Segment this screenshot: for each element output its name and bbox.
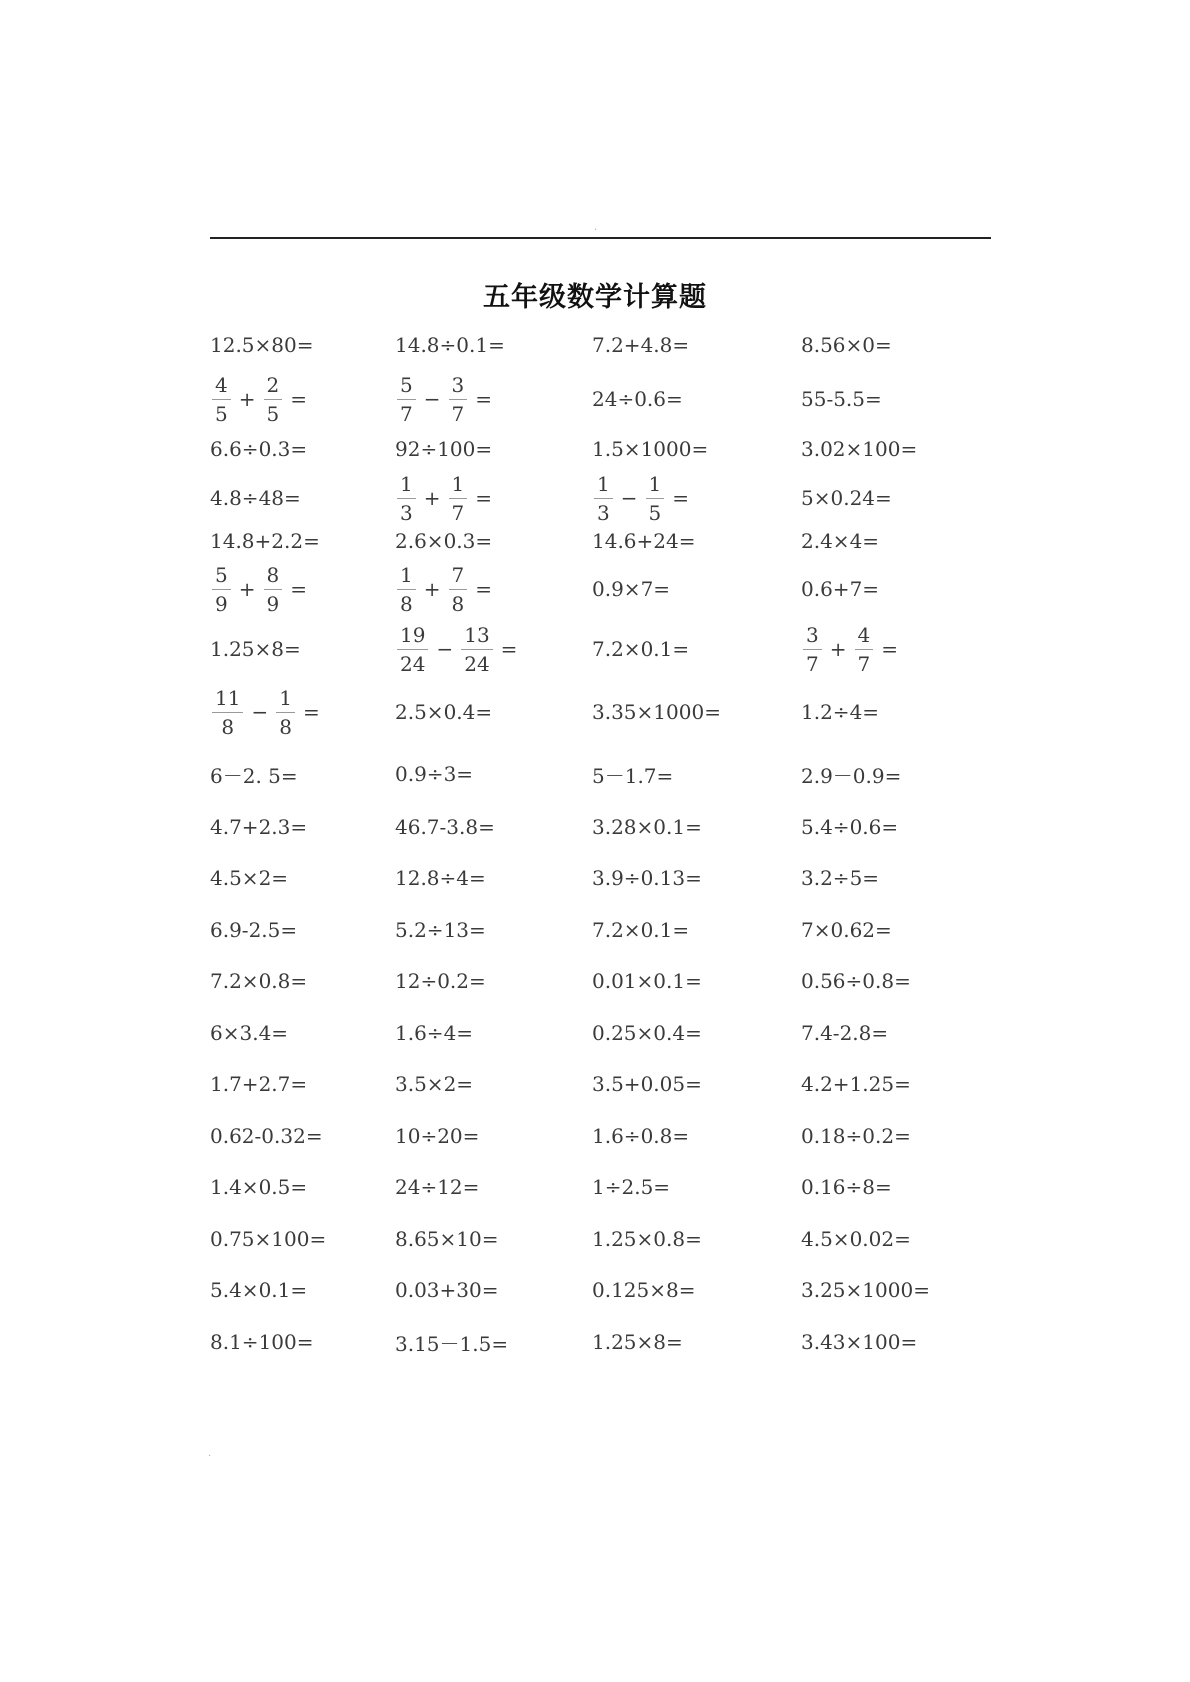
problem-row: [0, 808, 1190, 846]
math-problem: 7.4-2.8=: [801, 1021, 889, 1045]
math-problem: 0.01×0.1=: [592, 969, 702, 993]
math-problem: 24÷0.6=: [592, 387, 683, 411]
numerator: 5: [212, 565, 231, 590]
denominator: 3: [400, 500, 413, 525]
math-problem: [395, 620, 523, 678]
numerator: 19: [397, 625, 428, 650]
scan-mark-top: .: [594, 222, 598, 233]
numerator: 3: [449, 375, 468, 400]
equals-sign: =: [881, 637, 898, 661]
problem-row: [0, 755, 1190, 793]
math-problem: 6×3.4=: [210, 1021, 289, 1045]
operator: +: [829, 637, 847, 661]
math-problem: 0.25×0.4=: [592, 1021, 702, 1045]
denominator: 8: [221, 714, 235, 739]
math-problem: [592, 470, 695, 526]
numerator: 1: [397, 474, 416, 499]
math-problem: 1.4×0.5=: [210, 1175, 308, 1199]
problem-row: [0, 962, 1190, 1000]
math-problem: [801, 620, 904, 678]
math-problem: 3.2÷5=: [801, 866, 880, 890]
math-problem: 0.03+30=: [395, 1278, 499, 1302]
math-problem: [210, 370, 313, 428]
math-problem: 7.2×0.1=: [592, 918, 690, 942]
problem-row: [0, 911, 1190, 949]
fraction: [397, 471, 416, 525]
math-problem: 3.5+0.05=: [592, 1072, 702, 1096]
equals-sign: =: [290, 387, 307, 411]
numerator: 2: [264, 375, 283, 400]
math-problem: 4.5×2=: [210, 866, 289, 890]
math-problem: 3.25×1000=: [801, 1278, 930, 1302]
math-problem: [210, 560, 313, 618]
numerator: 7: [449, 565, 468, 590]
math-problem: 4.7+2.3=: [210, 815, 308, 839]
math-problem: [395, 560, 498, 618]
problem-row: [0, 325, 1190, 365]
math-problem: 92÷100=: [395, 437, 493, 461]
math-problem: 3.9÷0.13=: [592, 866, 702, 890]
math-problem: 24÷12=: [395, 1175, 480, 1199]
math-problem: 5×0.24=: [801, 486, 892, 510]
math-problem: 8.65×10=: [395, 1227, 499, 1251]
operator: −: [423, 387, 441, 411]
math-problem: 5.4×0.1=: [210, 1278, 308, 1302]
math-problem: 1.6÷4=: [395, 1021, 474, 1045]
denominator: 5: [215, 401, 228, 426]
denominator: 24: [400, 651, 426, 676]
math-problem: 6－2. 5=: [210, 763, 298, 788]
problem-row: [0, 683, 1190, 741]
denominator: 8: [451, 591, 465, 616]
math-problem: 0.9÷3=: [395, 762, 474, 786]
math-problem: 6.6÷0.3=: [210, 437, 308, 461]
numerator: 1: [594, 474, 613, 499]
numerator: 1: [397, 565, 416, 590]
denominator: 5: [648, 500, 662, 525]
fraction: [397, 562, 416, 616]
math-problem: 7.2×0.8=: [210, 969, 308, 993]
fraction: [397, 622, 428, 676]
math-problem: 14.6+24=: [592, 529, 696, 553]
operator: +: [238, 577, 256, 601]
math-problem: 12.5×80=: [210, 333, 314, 357]
fraction: [449, 562, 468, 616]
numerator: 1: [276, 688, 295, 713]
problem-row: [0, 620, 1190, 678]
math-problem: 0.6+7=: [801, 577, 880, 601]
math-problem: [395, 470, 498, 526]
math-problem: 12.8÷4=: [395, 866, 486, 890]
equals-sign: =: [475, 387, 492, 411]
numerator: 11: [212, 688, 243, 713]
operator: −: [251, 700, 269, 724]
scan-mark-bottom: .: [208, 1448, 212, 1459]
operator: +: [423, 577, 441, 601]
denominator: 8: [279, 714, 292, 739]
problem-row: [0, 1065, 1190, 1103]
problem-row: [0, 522, 1190, 560]
problem-row: [0, 1168, 1190, 1206]
denominator: 8: [400, 591, 413, 616]
fraction: [449, 471, 468, 525]
fraction: [276, 685, 295, 739]
math-problem: 7.2+4.8=: [592, 333, 690, 357]
math-problem: 0.16÷8=: [801, 1175, 892, 1199]
math-problem: 1÷2.5=: [592, 1175, 671, 1199]
denominator: 7: [451, 401, 465, 426]
math-problem: 10÷20=: [395, 1124, 480, 1148]
denominator: 24: [464, 651, 490, 676]
math-problem: 14.8÷0.1=: [395, 333, 505, 357]
problem-row: [0, 560, 1190, 618]
fraction: [212, 372, 231, 426]
math-problem: 12÷0.2=: [395, 969, 486, 993]
math-problem: 5.2÷13=: [395, 918, 486, 942]
fraction: [212, 562, 231, 616]
math-problem: 14.8+2.2=: [210, 529, 320, 553]
fraction: [461, 622, 492, 676]
fraction: [594, 471, 613, 525]
math-problem: 1.5×1000=: [592, 437, 709, 461]
math-problem: 3.02×100=: [801, 437, 918, 461]
math-problem: 0.9×7=: [592, 577, 671, 601]
equals-sign: =: [290, 577, 307, 601]
denominator: 7: [451, 500, 465, 525]
fraction: [855, 622, 874, 676]
equals-sign: =: [475, 486, 492, 510]
numerator: 13: [461, 625, 492, 650]
problem-row: [0, 1220, 1190, 1258]
denominator: 7: [806, 651, 819, 676]
math-problem: 2.6×0.3=: [395, 529, 493, 553]
denominator: 9: [215, 591, 228, 616]
math-problem: 0.75×100=: [210, 1227, 327, 1251]
denominator: 5: [266, 401, 280, 426]
operator: −: [436, 637, 454, 661]
page-title: 五年级数学计算题: [483, 282, 707, 313]
equals-sign: =: [672, 486, 689, 510]
numerator: 3: [803, 625, 822, 650]
equals-sign: =: [475, 577, 492, 601]
math-problem: 46.7-3.8=: [395, 815, 495, 839]
math-problem: 3.15－1.5=: [395, 1331, 509, 1356]
equals-sign: =: [302, 700, 320, 724]
fraction: [212, 685, 243, 739]
fraction: [449, 372, 468, 426]
math-problem: 1.25×8=: [210, 637, 301, 661]
problem-row: [0, 370, 1190, 428]
math-problem: 1.2÷4=: [801, 700, 880, 724]
math-problem: 2.9－0.9=: [801, 763, 902, 788]
problem-row: [0, 1323, 1190, 1361]
math-problem: 0.62-0.32=: [210, 1124, 323, 1148]
math-problem: 2.5×0.4=: [395, 700, 493, 724]
math-problem: 0.18÷0.2=: [801, 1124, 911, 1148]
math-problem: 3.35×1000=: [592, 700, 721, 724]
math-problem: 4.8÷48=: [210, 486, 301, 510]
math-problem: 5－1.7=: [592, 763, 674, 788]
operator: −: [620, 486, 638, 510]
operator: +: [423, 486, 441, 510]
denominator: 3: [597, 500, 610, 525]
problem-row: [0, 1271, 1190, 1309]
math-problem: 55-5.5=: [801, 387, 882, 411]
math-problem: 1.7+2.7=: [210, 1072, 308, 1096]
operator: +: [238, 387, 256, 411]
math-problem: 6.9-2.5=: [210, 918, 298, 942]
math-problem: [210, 683, 326, 741]
math-problem: 0.125×8=: [592, 1278, 696, 1302]
math-problem: 4.5×0.02=: [801, 1227, 911, 1251]
math-problem: [395, 370, 498, 428]
math-problem: 3.28×0.1=: [592, 815, 702, 839]
equals-sign: =: [500, 637, 518, 661]
numerator: 8: [264, 565, 283, 590]
math-problem: 2.4×4=: [801, 529, 880, 553]
denominator: 7: [400, 401, 413, 426]
problem-row: [0, 1117, 1190, 1155]
math-problem: 7×0.62=: [801, 918, 892, 942]
problem-row: [0, 1014, 1190, 1052]
math-problem: 4.2+1.25=: [801, 1072, 911, 1096]
math-problem: 7.2×0.1=: [592, 637, 690, 661]
math-problem: 3.5×2=: [395, 1072, 474, 1096]
fraction: [646, 471, 665, 525]
numerator: 5: [397, 375, 416, 400]
math-problem: 0.56÷0.8=: [801, 969, 911, 993]
math-problem: 3.43×100=: [801, 1330, 918, 1354]
denominator: 7: [857, 651, 871, 676]
problem-row: [0, 859, 1190, 897]
numerator: 1: [449, 474, 468, 499]
math-problem: 1.6÷0.8=: [592, 1124, 690, 1148]
fraction: [803, 622, 822, 676]
math-problem: 1.25×8=: [592, 1330, 683, 1354]
math-problem: 8.1÷100=: [210, 1330, 314, 1354]
fraction: [264, 372, 283, 426]
math-problem: 8.56×0=: [801, 333, 892, 357]
math-problem: 5.4÷0.6=: [801, 815, 899, 839]
fraction: [397, 372, 416, 426]
math-problem: 1.25×0.8=: [592, 1227, 702, 1251]
header-rule: [210, 237, 991, 239]
numerator: 4: [855, 625, 874, 650]
denominator: 9: [266, 591, 280, 616]
numerator: 1: [646, 474, 665, 499]
problem-row: [0, 430, 1190, 468]
numerator: 4: [212, 375, 231, 400]
fraction: [264, 562, 283, 616]
problem-row: [0, 470, 1190, 526]
